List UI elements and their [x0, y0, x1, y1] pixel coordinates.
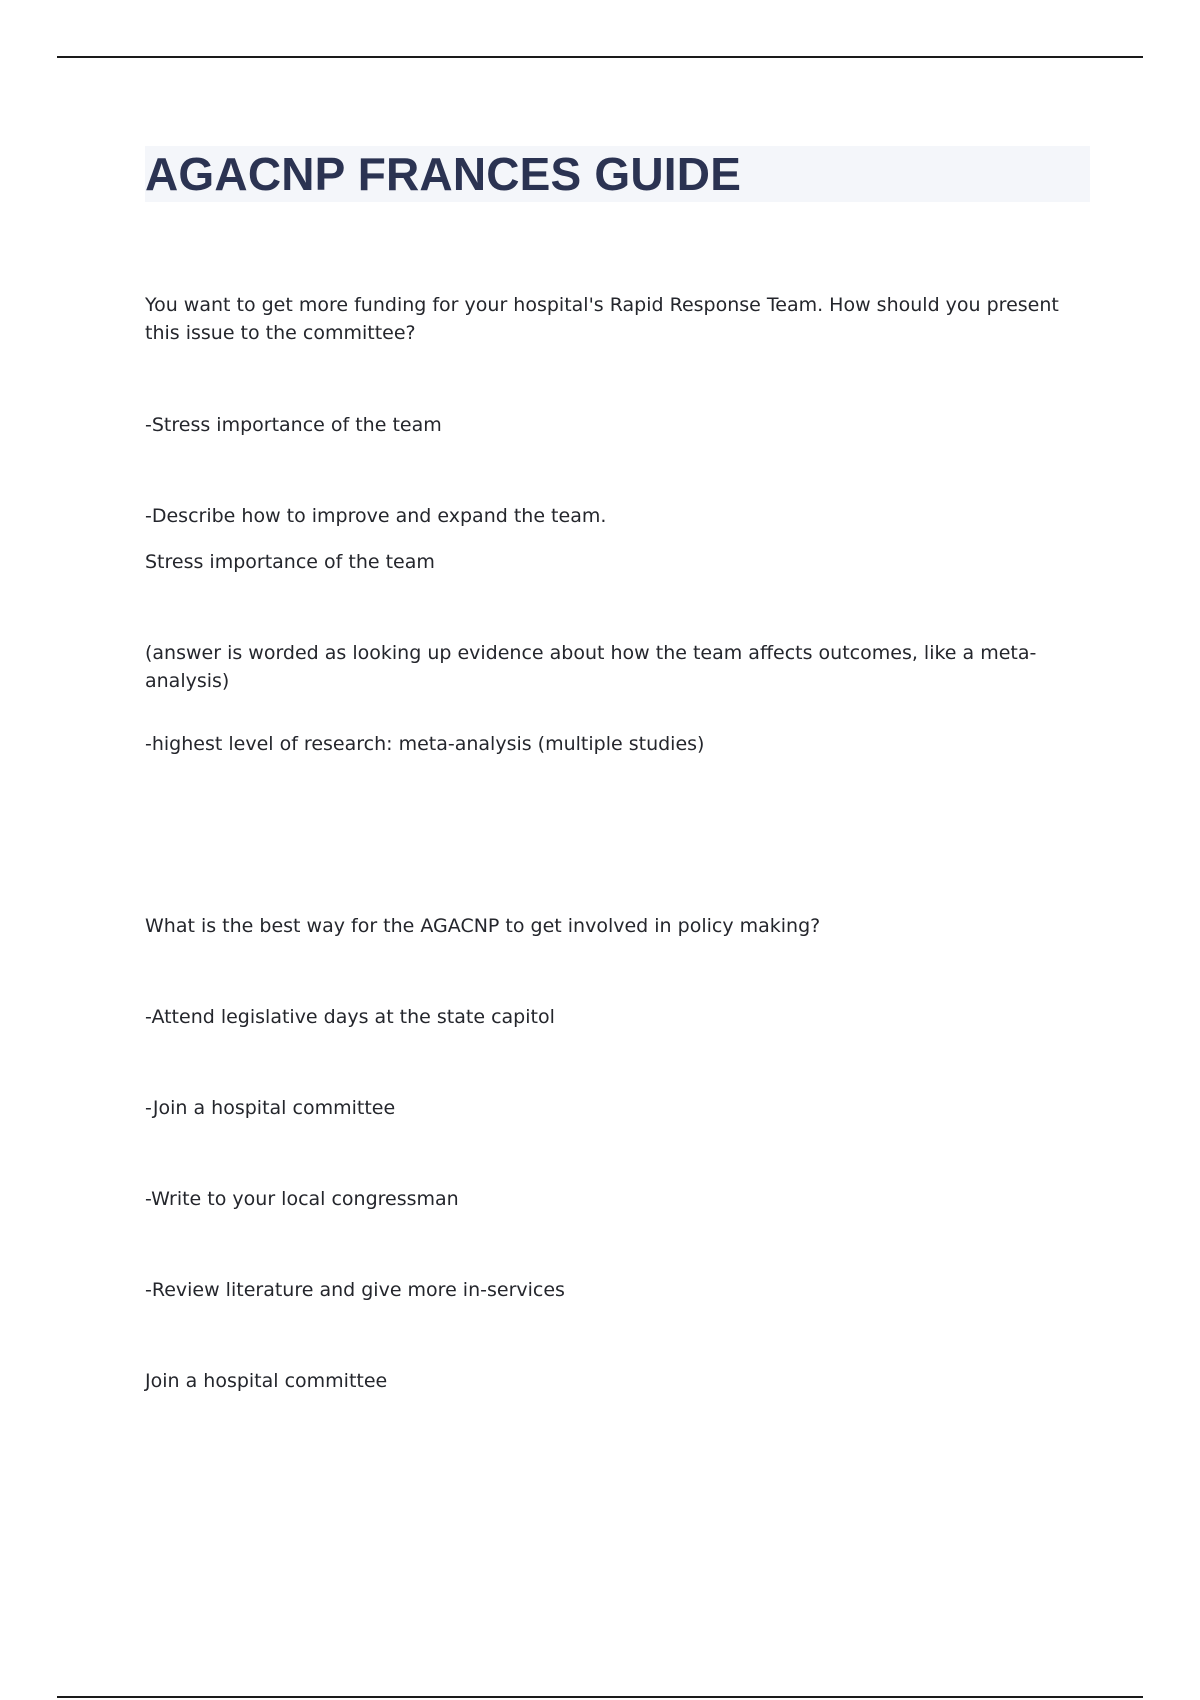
option-2-b: -Join a hospital committee [145, 1097, 396, 1119]
document-title: AGACNP FRANCES GUIDE [145, 148, 742, 200]
option-1-b: -Describe how to improve and expand the team. [145, 505, 607, 527]
question-1: You want to get more funding for your hospital's Rapid Response Team. How should you present this issue to the committee? [145, 294, 1059, 344]
answer-1-note: -highest level of research: meta-analysis (multiple studies) [145, 733, 705, 755]
option-2-d: -Review literature and give more in-services [145, 1279, 565, 1301]
answer-2: Join a hospital committee [145, 1370, 388, 1392]
option-1-a: -Stress importance of the team [145, 414, 442, 436]
option-2-a: -Attend legislative days at the state capitol [145, 1006, 555, 1028]
bottom-rule [57, 1696, 1143, 1698]
answer-1-explanation: (answer is worded as looking up evidence about how the team affects outcomes, like a meta-analysis) [145, 642, 1037, 692]
answer-1: Stress importance of the team [145, 551, 435, 573]
question-2: What is the best way for the AGACNP to get involved in policy making? [145, 915, 821, 937]
option-2-c: -Write to your local congressman [145, 1188, 459, 1210]
top-rule [57, 56, 1143, 58]
